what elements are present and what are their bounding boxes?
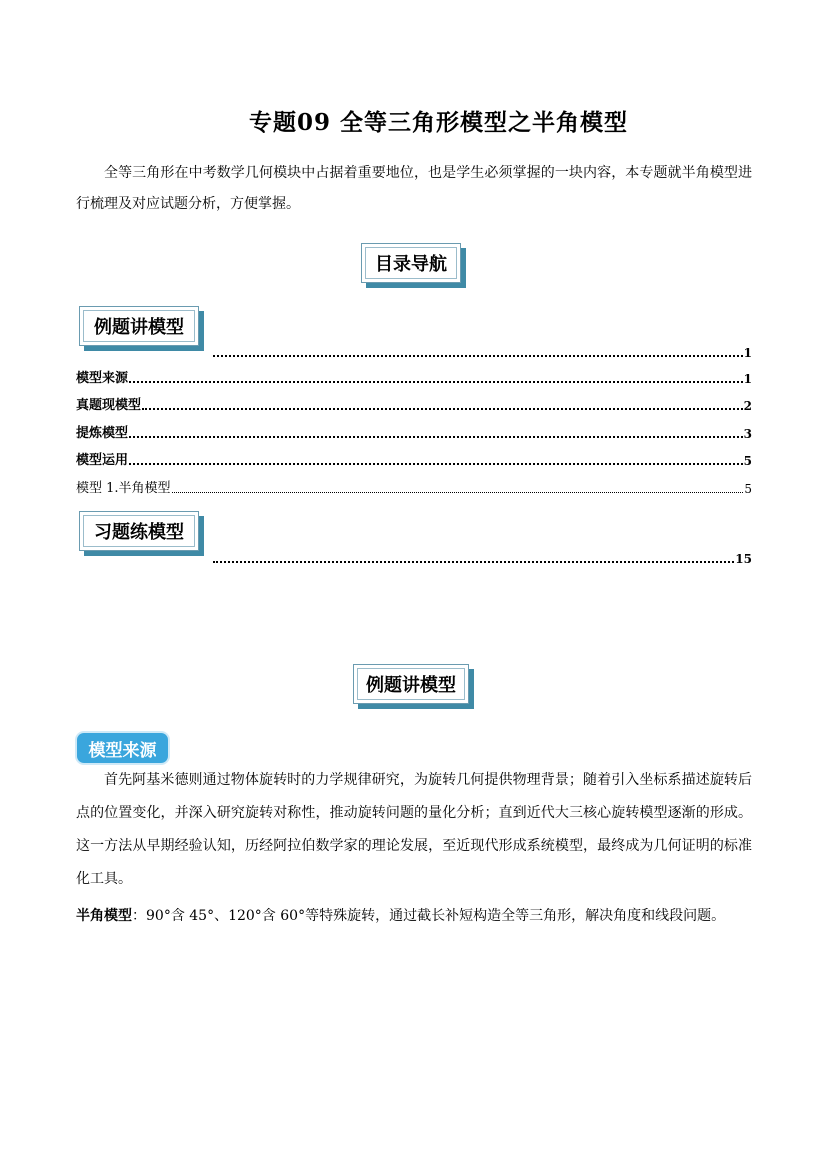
toc-section1-box xyxy=(79,306,199,346)
toc-page: 5 xyxy=(744,482,752,496)
nav-heading: 目录导航 xyxy=(375,254,447,275)
section-heading: 例题讲模型 xyxy=(366,675,456,696)
toc-section2-box xyxy=(79,511,199,551)
toc-label: 提炼模型 xyxy=(76,426,129,441)
toc-label: 真题现模型 xyxy=(76,398,142,413)
toc-label: 模型运用 xyxy=(76,453,129,468)
toc-page: 1 xyxy=(743,372,752,386)
toc-leader xyxy=(129,436,743,438)
toc-page: 3 xyxy=(743,427,752,441)
toc-row-refine[interactable] xyxy=(76,425,752,441)
toc-leader xyxy=(142,408,743,410)
toc-label: 模型 1.半角模型 xyxy=(76,481,171,496)
toc-row-exam[interactable] xyxy=(76,397,752,413)
source-paragraph: 首先阿基米德则通过物体旋转时的力学规律研究，为旋转几何提供物理背景；随着引入坐标系描述旋转后点的位置变化，并深入研究旋转对称性，推动旋转问题的量化分析；直到近代大三核心旋转模型逐渐的形成。这一方法从早期经验认知，历经阿拉伯数学家的理论发展，至近现代形成系统模型，最终成为几何证明的标准化工具。 xyxy=(76,772,752,887)
toc-leader xyxy=(172,492,744,493)
toc-page: 15 xyxy=(735,552,752,566)
toc-leader xyxy=(213,561,734,563)
toc-row-model1[interactable] xyxy=(76,480,752,496)
toc-page: 1 xyxy=(743,346,752,360)
toc-row-apply[interactable] xyxy=(76,452,752,468)
toc-section2-label: 习题练模型 xyxy=(94,522,184,543)
toc-row-section2[interactable] xyxy=(212,550,752,566)
half-angle-paragraph xyxy=(76,904,752,928)
page-title: 专题09 全等三角形模型之半角模型 xyxy=(248,109,628,136)
toc-leader xyxy=(129,381,743,383)
toc-label: 模型来源 xyxy=(76,371,129,386)
toc-section1-label: 例题讲模型 xyxy=(94,317,184,338)
intro-paragraph: 全等三角形在中考数学几何模块中占据着重要地位，也是学生必须掌握的一块内容，本专题就半角模型进行梳理及对应试题分析，方便掌握。 xyxy=(76,165,752,212)
toc-page: 5 xyxy=(743,454,752,468)
nav-heading-box xyxy=(361,243,461,283)
toc-row-source[interactable] xyxy=(76,370,752,386)
half-angle-text: ：90°含 45°、120°含 60°等特殊旋转，通过截长补短构造全等三角形，解决角度和线段问题。 xyxy=(132,908,726,924)
section-heading-box xyxy=(353,664,469,704)
toc-leader xyxy=(129,463,743,465)
half-angle-term: 半角模型 xyxy=(76,908,132,924)
toc-leader xyxy=(213,355,743,357)
toc-page: 2 xyxy=(743,399,752,413)
model-source-badge: 模型来源 xyxy=(77,733,168,763)
toc-row-section1[interactable] xyxy=(212,344,752,360)
